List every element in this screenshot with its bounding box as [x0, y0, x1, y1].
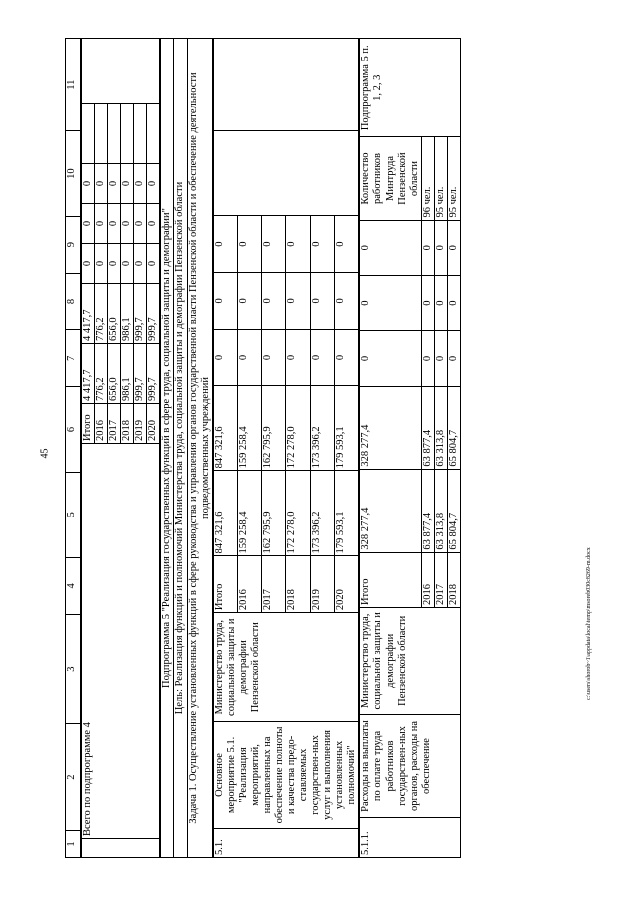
- value-cell: 328 277,4: [360, 469, 421, 552]
- goal-text: Цель: Реализация функций и полномочий Министерства труда, социальной защиты и демографии Пензенской области: [174, 39, 187, 858]
- col-header-8: 8: [66, 273, 81, 330]
- indicator-cell: [82, 104, 95, 164]
- value-cell: 999,7: [147, 344, 160, 404]
- column-number-row: [66, 39, 81, 858]
- value-cell: 0: [286, 329, 310, 386]
- value-cell: 0: [421, 220, 434, 275]
- value-cell: 65 804,7: [447, 469, 460, 552]
- program-ref-cell: [213, 39, 359, 131]
- value-cell: 999,7: [147, 284, 160, 344]
- table-row: [82, 39, 95, 858]
- indicator-value: 95 чел.: [434, 137, 447, 220]
- year-cell: 2016: [421, 552, 434, 607]
- col-header-1: 1: [66, 830, 81, 857]
- value-cell: 0: [134, 204, 147, 244]
- value-cell: 0: [95, 164, 108, 204]
- value-cell: 0: [434, 275, 447, 330]
- indicator-head: Количество работников Минтруда Пензенской области: [360, 137, 421, 220]
- program-table: [65, 38, 81, 858]
- value-cell: 0: [213, 272, 237, 329]
- value-cell: 173 396,2: [310, 471, 334, 556]
- value-cell: 159 258,4: [237, 471, 261, 556]
- value-cell: 0: [310, 272, 334, 329]
- year-cell: 2019: [134, 404, 147, 444]
- value-cell: 63 313,8: [434, 386, 447, 469]
- value-cell: 0: [121, 204, 134, 244]
- value-cell: 0: [310, 216, 334, 273]
- year-cell: 2016: [237, 556, 261, 613]
- value-cell: 999,7: [134, 344, 147, 404]
- value-cell: 847 321,6: [213, 471, 237, 556]
- value-cell: 328 277,4: [360, 386, 421, 469]
- col-header-2: 2: [66, 724, 81, 831]
- value-cell: 0: [95, 204, 108, 244]
- value-cell: 4 417,7: [82, 284, 95, 344]
- value-cell: 986,1: [121, 344, 134, 404]
- value-cell: 0: [95, 244, 108, 284]
- year-cell: 2017: [434, 552, 447, 607]
- indicator-cell: [213, 131, 359, 216]
- col-header-6: 6: [66, 387, 81, 472]
- year-cell: 2020: [147, 404, 160, 444]
- indicator-value: 95 чел.: [447, 137, 460, 220]
- indicator-value: 96 чел.: [421, 137, 434, 220]
- value-cell: 0: [421, 331, 434, 386]
- row-5-1-block: [213, 38, 360, 858]
- value-cell: 0: [434, 331, 447, 386]
- row-number: 5.1.: [213, 828, 359, 857]
- value-cell: 0: [82, 204, 95, 244]
- indicator-cell: [95, 104, 108, 164]
- col-header-7: 7: [66, 330, 81, 387]
- rotated-table-container: [65, 38, 580, 858]
- year-cell: 2020: [335, 556, 359, 613]
- indicator-cell: [121, 104, 134, 164]
- value-cell: 0: [360, 331, 421, 386]
- value-cell: 172 278,0: [286, 471, 310, 556]
- value-cell: 0: [310, 329, 334, 386]
- col-header-3: 3: [66, 614, 81, 723]
- year-cell: 2018: [286, 556, 310, 613]
- year-cell: 2017: [262, 556, 286, 613]
- indicator-cell: [147, 104, 160, 164]
- value-cell: 0: [421, 275, 434, 330]
- value-cell: 0: [447, 220, 460, 275]
- year-cell: 2018: [447, 552, 460, 607]
- indicator-cell: [134, 104, 147, 164]
- value-cell: 0: [335, 272, 359, 329]
- value-cell: 0: [237, 329, 261, 386]
- value-cell: 986,1: [121, 284, 134, 344]
- year-cell: Итого: [213, 556, 237, 613]
- value-cell: 0: [147, 204, 160, 244]
- year-cell: 2016: [95, 404, 108, 444]
- value-cell: 0: [434, 220, 447, 275]
- value-cell: 0: [262, 216, 286, 273]
- value-cell: 0: [108, 204, 121, 244]
- program-ref: Подпрограмма 5 п. 1, 2, 3: [360, 39, 461, 138]
- value-cell: 0: [108, 244, 121, 284]
- total-label: Всего по подпрограмме 4: [82, 444, 160, 839]
- measure-name: Основное мероприятие 5.1. "Реализация мероприятий, направленных на обеспечение полноты и качества предо-ставляемых государствен-ных услуг и выполнения установленных полномочий": [213, 722, 359, 828]
- value-cell: 0: [447, 275, 460, 330]
- page-number: 45: [39, 448, 51, 459]
- value-cell: 63 877,4: [421, 386, 434, 469]
- total-block: [81, 38, 160, 858]
- executor: Министерство труда, социальной защиты и демографии Пензенской области: [360, 608, 461, 715]
- measure-name: Расходы на выплаты по оплате труда работников государствен-ных органов, расходы на обеспечение: [360, 714, 461, 818]
- table-row: [360, 39, 421, 858]
- value-cell: 0: [134, 244, 147, 284]
- value-cell: 0: [262, 272, 286, 329]
- value-cell: 0: [237, 272, 261, 329]
- value-cell: 63 877,4: [421, 469, 434, 552]
- executor: Министерство труда, социальной защиты и демографии Пензенской области: [213, 613, 359, 722]
- value-cell: 0: [213, 329, 237, 386]
- value-cell: 172 278,0: [286, 386, 310, 471]
- year-cell: Итого: [82, 404, 95, 444]
- col-header-4: 4: [66, 557, 81, 614]
- row-number: 5.1.1.: [360, 818, 461, 858]
- row-number-empty: [82, 839, 160, 858]
- value-cell: 0: [82, 244, 95, 284]
- value-cell: 0: [213, 216, 237, 273]
- value-cell: 0: [447, 331, 460, 386]
- value-cell: 0: [262, 329, 286, 386]
- value-cell: 159 258,4: [237, 386, 261, 471]
- value-cell: 999,7: [134, 284, 147, 344]
- col-header-5: 5: [66, 472, 81, 557]
- value-cell: 0: [286, 272, 310, 329]
- value-cell: 0: [360, 275, 421, 330]
- value-cell: 0: [237, 216, 261, 273]
- value-cell: 162 795,9: [262, 386, 286, 471]
- value-cell: 63 313,8: [434, 469, 447, 552]
- value-cell: 656,0: [108, 284, 121, 344]
- subprogram-title: Подпрограмма 5 "Реализация государственных функций в сфере труда, социальной защиты и демографии": [161, 39, 174, 858]
- value-cell: 0: [286, 216, 310, 273]
- table-row: [213, 39, 237, 858]
- col-header-10: 10: [66, 131, 81, 216]
- section-block: [160, 38, 212, 858]
- value-cell: 179 593,1: [335, 386, 359, 471]
- value-cell: 776,2: [95, 284, 108, 344]
- file-path-footer: c:\users\shorob~1\appdata\local\temp\msoreb030c8269-m.docx: [586, 547, 592, 700]
- value-cell: 0: [147, 244, 160, 284]
- value-cell: 656,0: [108, 344, 121, 404]
- value-cell: 0: [134, 164, 147, 204]
- col-header-9: 9: [66, 216, 81, 273]
- value-cell: 847 321,6: [213, 386, 237, 471]
- row-5-1-1-block: [359, 38, 461, 858]
- program-ref-cell: [82, 39, 160, 104]
- value-cell: 0: [121, 164, 134, 204]
- value-cell: 0: [360, 220, 421, 275]
- value-cell: 0: [82, 164, 95, 204]
- year-cell: 2018: [121, 404, 134, 444]
- year-cell: 2017: [108, 404, 121, 444]
- value-cell: 173 396,2: [310, 386, 334, 471]
- value-cell: 0: [108, 164, 121, 204]
- value-cell: 65 804,7: [447, 386, 460, 469]
- value-cell: 0: [335, 329, 359, 386]
- value-cell: 0: [147, 164, 160, 204]
- col-header-11: 11: [66, 39, 81, 131]
- value-cell: 776,2: [95, 344, 108, 404]
- year-cell: 2019: [310, 556, 334, 613]
- year-cell: Итого: [360, 552, 421, 607]
- value-cell: 0: [121, 244, 134, 284]
- value-cell: 0: [335, 216, 359, 273]
- value-cell: 4 417,7: [82, 344, 95, 404]
- value-cell: 179 593,1: [335, 471, 359, 556]
- indicator-cell: [108, 104, 121, 164]
- task-text: Задача 1. Осуществление установленных функций в сфере руководства и управления органов государственной власти Пензенской области и обеспечение деятельности подведомственных учреждений: [187, 39, 212, 858]
- value-cell: 162 795,9: [262, 471, 286, 556]
